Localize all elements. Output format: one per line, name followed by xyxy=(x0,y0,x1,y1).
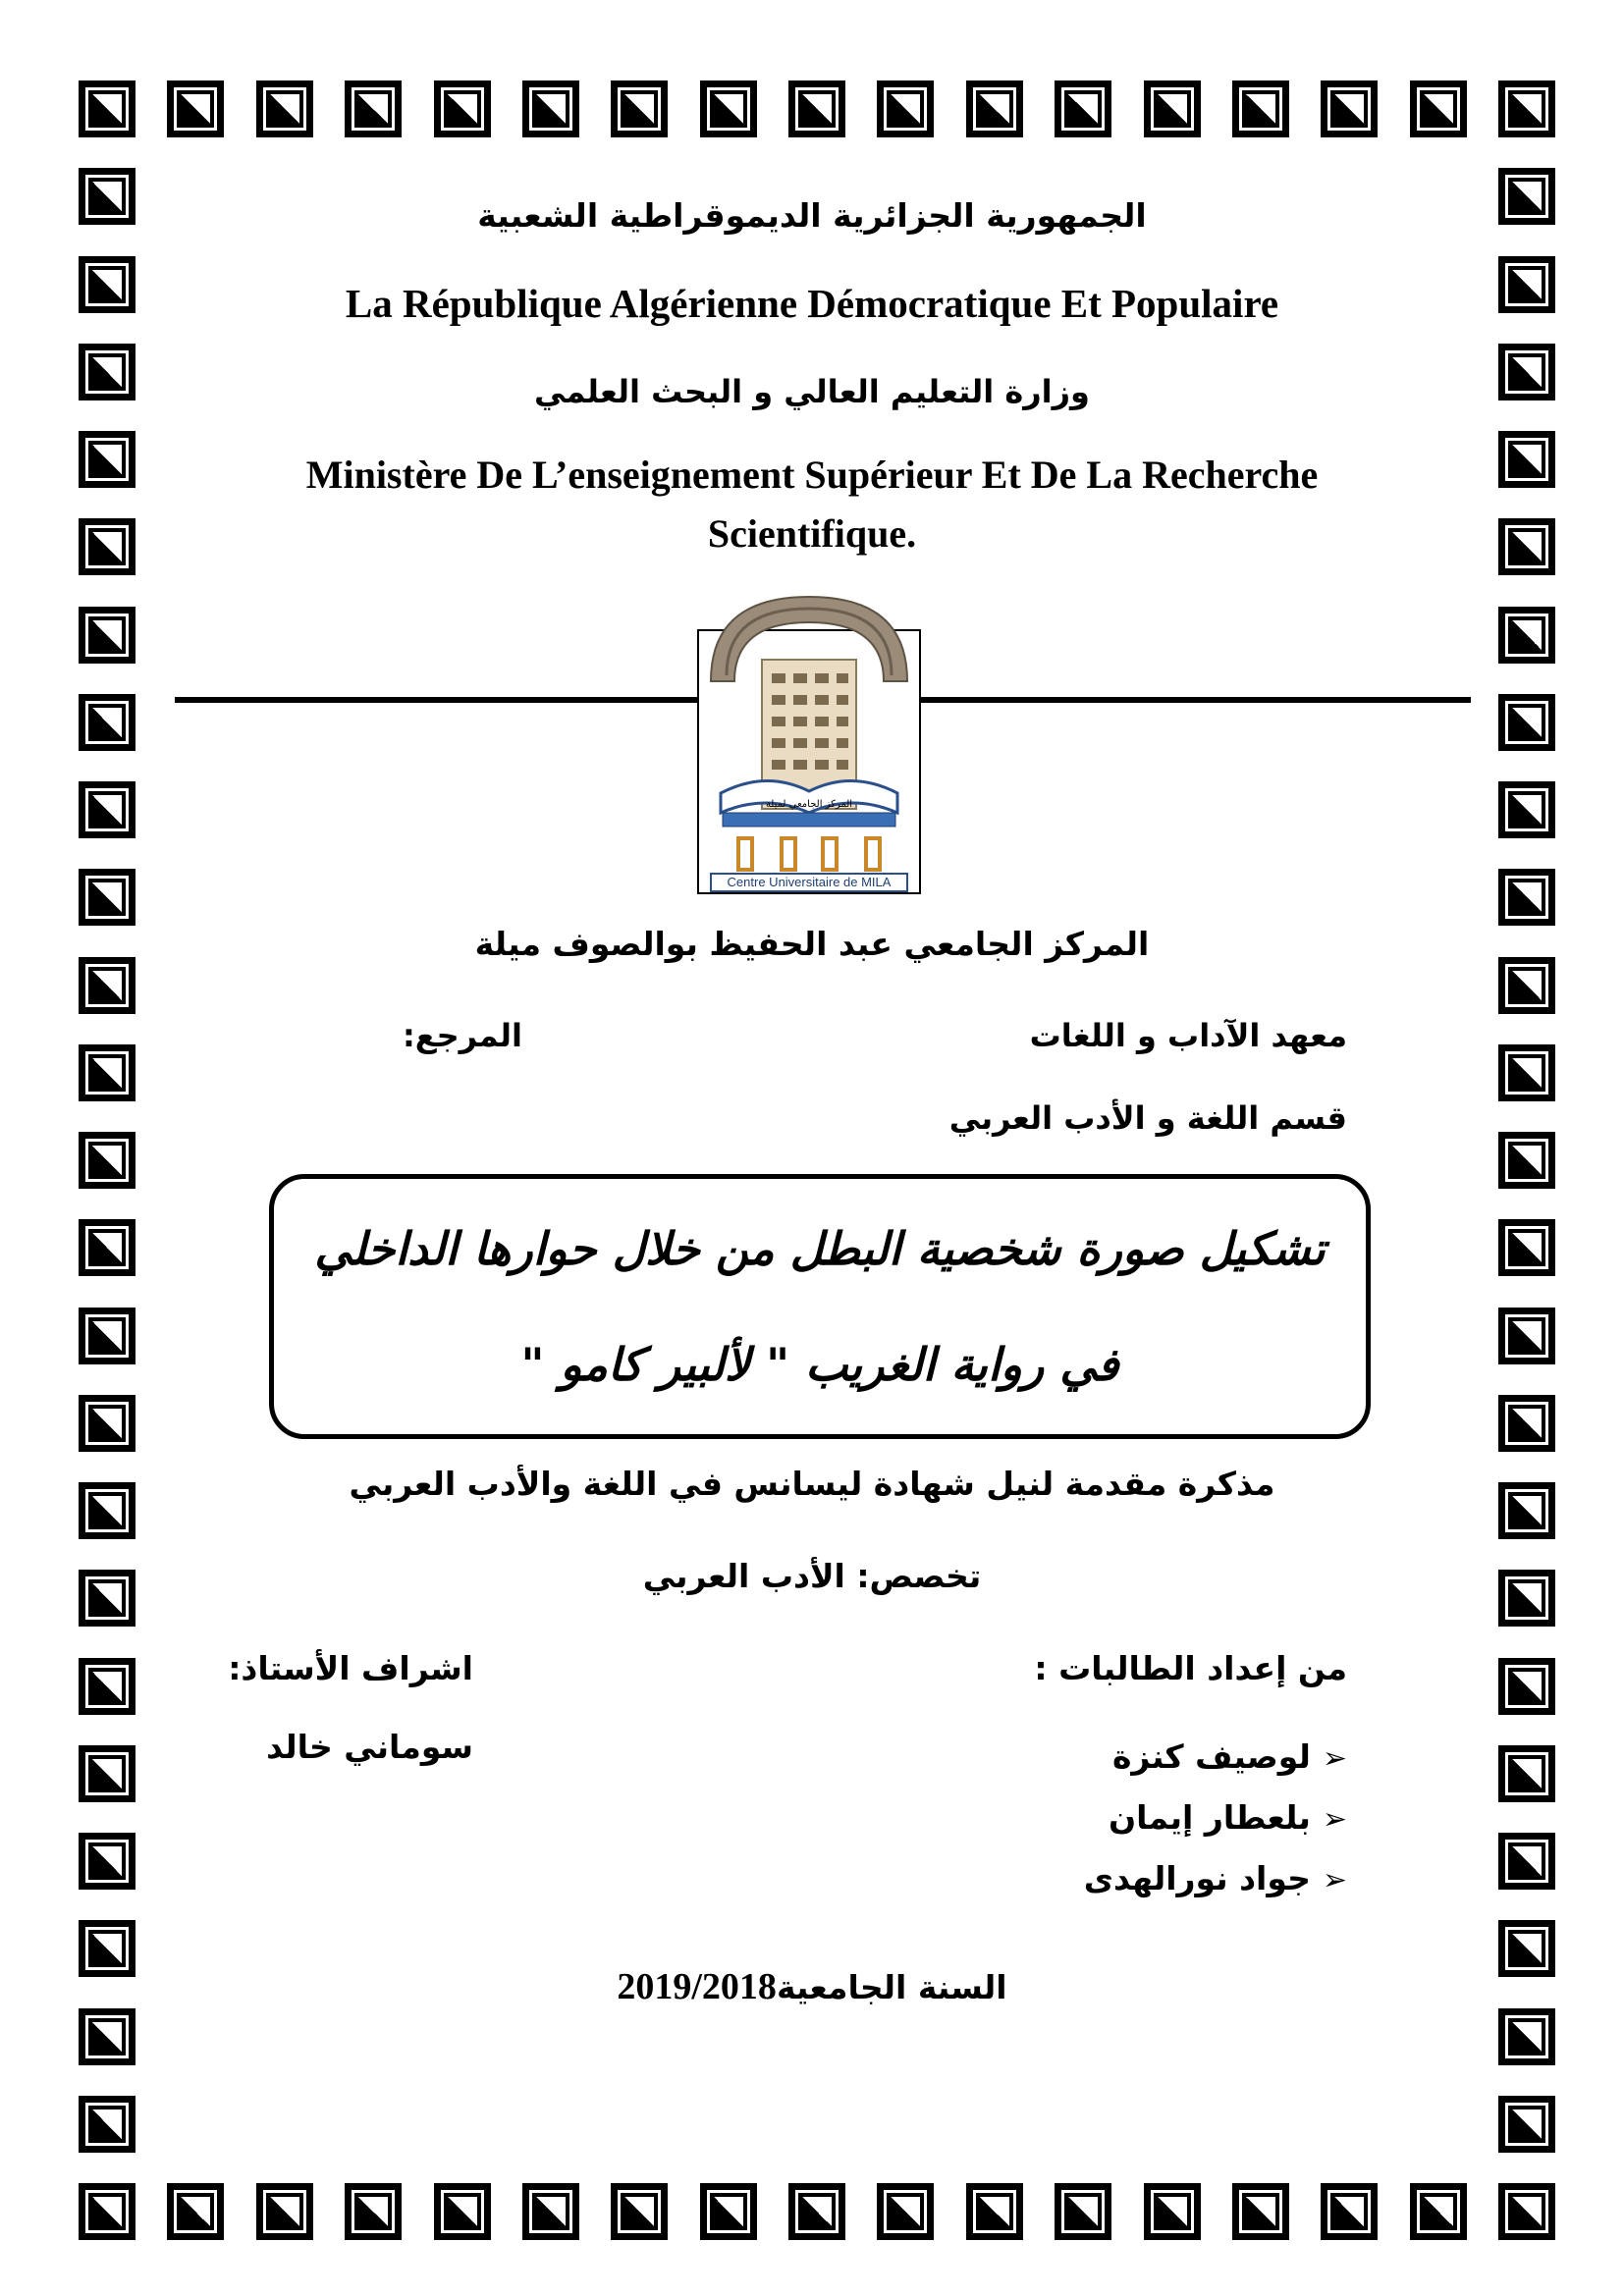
university-logo xyxy=(697,591,921,895)
border-square-icon xyxy=(79,781,135,838)
border-square-icon xyxy=(611,80,668,137)
memo-description: مذكرة مقدمة لنيل شهادة ليسانس في اللغة والأدب العربي xyxy=(349,1465,1275,1503)
border-square-icon xyxy=(522,80,579,137)
border-square-icon xyxy=(79,1395,135,1452)
border-square-icon xyxy=(79,607,135,664)
ministry-arabic: وزارة التعليم العالي و البحث العلمي xyxy=(534,373,1090,410)
border-square-icon xyxy=(79,1219,135,1276)
border-square-icon xyxy=(1321,80,1378,137)
students-label: من إعداد الطالبات : xyxy=(1034,1649,1347,1687)
student-name: جواد نورالهدى xyxy=(1083,1859,1311,1897)
border-square-icon xyxy=(1498,957,1555,1014)
border-square-icon xyxy=(1498,1308,1555,1364)
border-square-icon xyxy=(79,869,135,926)
supervisor-name: سوماني خالد xyxy=(266,1728,473,1766)
border-square-icon xyxy=(1498,2183,1555,2240)
border-square-icon xyxy=(1144,80,1201,137)
border-square-icon xyxy=(700,2183,757,2240)
department-name: قسم اللغة و الأدب العربي xyxy=(948,1099,1347,1137)
border-square-icon xyxy=(1498,80,1555,137)
border-square-icon xyxy=(1498,869,1555,926)
logo-building-icon xyxy=(697,591,921,895)
border-square-icon xyxy=(345,2183,402,2240)
border-square-icon xyxy=(1410,80,1467,137)
border-square-icon xyxy=(1144,2183,1201,2240)
border-square-icon xyxy=(1498,694,1555,751)
border-square-icon xyxy=(966,80,1023,137)
border-square-icon xyxy=(700,80,757,137)
student-item xyxy=(1084,1849,1347,1910)
divider-right xyxy=(921,697,1471,703)
border-square-icon xyxy=(877,80,934,137)
border-square-icon xyxy=(79,694,135,751)
border-square-icon xyxy=(1498,1132,1555,1189)
student-name: بلعطار إيمان xyxy=(1108,1798,1311,1837)
border-square-icon xyxy=(167,2183,224,2240)
border-square-icon xyxy=(79,1658,135,1715)
border-square-icon xyxy=(522,2183,579,2240)
border-square-icon xyxy=(79,80,135,137)
border-square-icon xyxy=(79,1745,135,1802)
border-square-icon xyxy=(434,2183,491,2240)
ministry-french-line1: Ministère De L’enseignement Supérieur Et De La Recherche xyxy=(305,453,1319,497)
border-square-icon xyxy=(1410,2183,1467,2240)
border-square-icon xyxy=(966,2183,1023,2240)
border-square-icon xyxy=(345,80,402,137)
student-item xyxy=(1084,1728,1347,1789)
divider-left xyxy=(175,697,697,703)
students-list xyxy=(1084,1728,1347,1910)
border-square-icon xyxy=(788,2183,845,2240)
border-square-icon xyxy=(1055,80,1111,137)
border-square-icon xyxy=(79,1044,135,1101)
ministry-french-line2: Scientifique. xyxy=(707,511,917,556)
border-square-icon xyxy=(79,1833,135,1890)
academic-year-value: 2019/2018 xyxy=(617,1966,777,2007)
border-square-icon xyxy=(79,1308,135,1364)
arrow-bullet-icon: ➢ xyxy=(1322,1741,1347,1776)
border-square-icon xyxy=(1055,2183,1111,2240)
border-square-icon xyxy=(79,2183,135,2240)
border-square-icon xyxy=(1498,607,1555,664)
border-square-icon xyxy=(1498,1395,1555,1452)
supervisor-label: اشراف الأستاذ: xyxy=(228,1649,473,1687)
academic-year xyxy=(0,1965,1624,2008)
center-name: المركز الجامعي عبد الحفيظ بوالصوف ميلة xyxy=(474,925,1150,963)
border-square-icon xyxy=(1498,1833,1555,1890)
logo-label: Centre Universitaire de MILA xyxy=(727,875,892,889)
border-square-icon xyxy=(256,2183,313,2240)
border-square-icon xyxy=(1232,2183,1289,2240)
arrow-bullet-icon: ➢ xyxy=(1322,1802,1347,1837)
reference-label: المرجع: xyxy=(402,1017,522,1054)
arrow-bullet-icon: ➢ xyxy=(1322,1863,1347,1897)
logo-book-text: المركز الجامعي لميلة xyxy=(765,799,853,810)
specialty: تخصص: الأدب العربي xyxy=(642,1557,982,1595)
institute-name: معهد الآداب و اللغات xyxy=(1029,1017,1347,1054)
border-square-icon xyxy=(877,2183,934,2240)
border-square-icon xyxy=(1498,2008,1555,2065)
thesis-title-line2: في رواية الغريب " لألبير كامو " xyxy=(520,1338,1119,1391)
border-square-icon xyxy=(79,2008,135,2065)
border-square-icon xyxy=(1321,2183,1378,2240)
border-square-icon xyxy=(167,80,224,137)
thesis-title-box xyxy=(269,1174,1371,1439)
border-square-icon xyxy=(79,1132,135,1189)
republic-arabic: الجمهورية الجزائرية الديموقراطية الشعبية xyxy=(477,196,1147,235)
border-square-icon xyxy=(1498,781,1555,838)
border-square-icon xyxy=(256,80,313,137)
student-item xyxy=(1084,1789,1347,1849)
border-square-icon xyxy=(79,957,135,1014)
student-name: لوصيف كنزة xyxy=(1111,1737,1311,1776)
academic-year-label: السنة الجامعية xyxy=(776,1968,1007,2006)
border-square-icon xyxy=(1498,2096,1555,2153)
border-square-icon xyxy=(1498,1219,1555,1276)
republic-french: La République Algérienne Démocratique Et Populaire xyxy=(345,281,1279,326)
thesis-title-line1: تشكيل صورة شخصية البطل من خلال حوارها الداخلي xyxy=(314,1222,1326,1275)
border-square-icon xyxy=(1498,1745,1555,1802)
border-square-icon xyxy=(788,80,845,137)
border-square-icon xyxy=(1498,1044,1555,1101)
border-square-icon xyxy=(611,2183,668,2240)
border-square-icon xyxy=(79,2096,135,2153)
border-square-icon xyxy=(1498,1658,1555,1715)
border-square-icon xyxy=(434,80,491,137)
border-square-icon xyxy=(1232,80,1289,137)
